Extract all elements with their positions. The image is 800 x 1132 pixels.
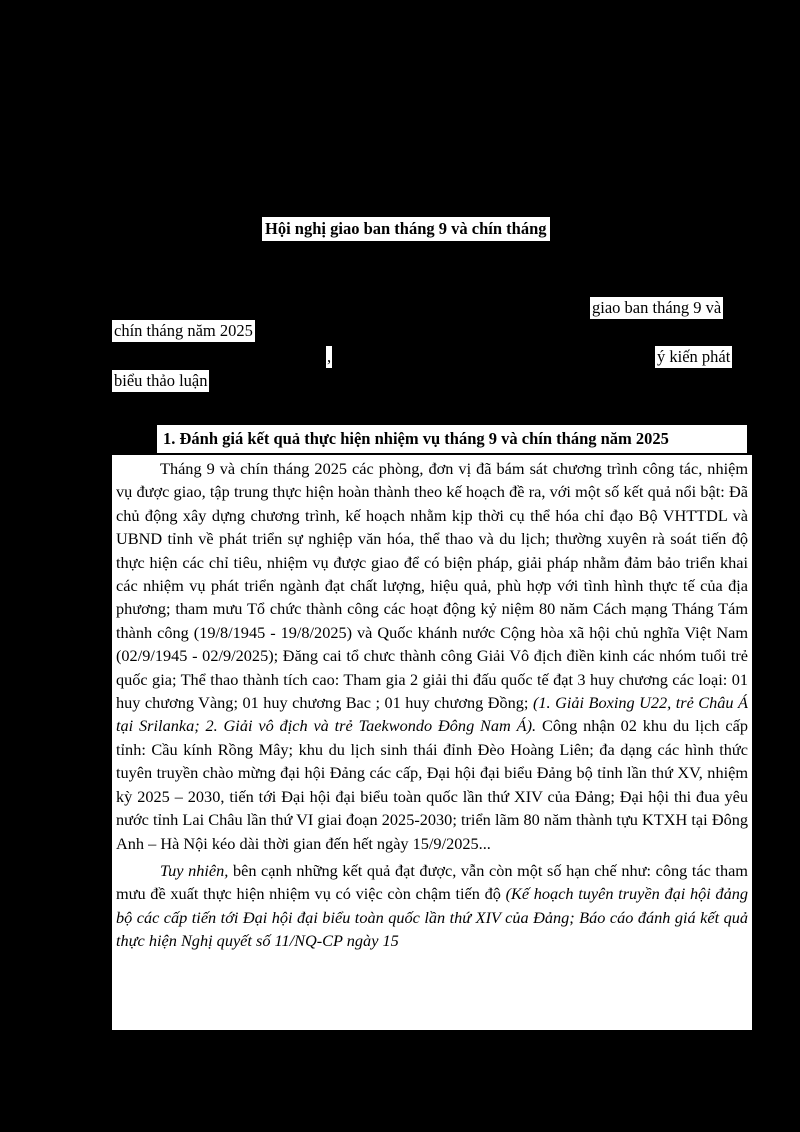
section-1-heading: 1. Đánh giá kết quả thực hiện nhiệm vụ tháng 9 và chín tháng năm 2025 [157, 425, 747, 453]
document-title: Hội nghị giao ban tháng 9 và chín tháng [262, 217, 550, 241]
intro-line1-right: giao ban tháng 9 và [592, 298, 722, 317]
section-1-body [112, 455, 752, 1030]
paragraph-1 [116, 457, 748, 855]
intro-line3-mid: , [327, 347, 332, 366]
paragraph-2 [116, 859, 748, 953]
paragraph-2-text: bên cạnh những kết quả đạt được, vẫn còn một số hạn chế như: công tác tham mưu đề xuất thực hiện nhiệm vụ có việc còn chậm tiến độ [116, 860, 748, 904]
paragraph-2-lead: Tuy nhiên, [160, 860, 229, 880]
intro-line3-right: ý kiến phát [657, 347, 731, 366]
intro-line4-left: biểu thảo luận [114, 371, 208, 390]
paragraph-2-tail: (Kế hoạch tuyên truyền đại hội đảng bộ các cấp tiến tới Đại hội đại biểu toàn quốc lần thứ XIV của Đảng; Báo cáo đánh giá kết quả thực hiện Nghị quyết số 11/NQ-CP ngày 15 [116, 884, 748, 951]
paragraph-1-text-a: Tháng 9 và chín tháng 2025 các phòng, đơn vị đã bám sát chương trình công tác, nhiệm vụ được giao, tập trung thực hiện hoàn thành theo kế hoạch đề ra, với một số kết quả nổi bật: Đã chủ động xây dựng chương trình, kế hoạch nhằm kịp thời cụ thể hóa chỉ đạo Bộ VHTTDL và UBND tỉnh về phát triển sự nghiệp văn hóa, thể thao và du lịch; thường xuyên rà soát tiến độ thực hiện các chỉ tiêu, nhiệm vụ được giao để có biện pháp, giải pháp nhằm đảm bảo triển khai các nhiệm vụ phát triển ngành đạt chất lượng, hiệu quả, phù hợp với tình hình thực tế của địa phương; tham mưu Tổ chức thành công các hoạt động kỷ niệm 80 năm Cách mạng Tháng Tám thành công (19/8/1945 - 19/8/2025) và Quốc khánh nước Cộng hòa xã hội chủ nghĩa Việt Nam (02/9/1945 - 02/9/2025); Đăng cai tổ chưc thành công Giải Vô địch điền kinh các nhóm tuổi trẻ quốc gia; Thể thao thành tích cao: Tham gia 2 giải thi đấu quốc tế đạt 3 huy chương các loại: 01 huy chương Vàng; 01 huy chương Bac ; 01 huy chương Đồng; [116, 459, 748, 713]
paragraph-1-italic: (1. Giải Boxing U22, trẻ Châu Á tại Srilanka; 2. Giải vô địch và trẻ Taekwondo Đông Nam Á). [116, 693, 749, 736]
paragraph-1-text-c: Công nhận 02 khu du lịch cấp tỉnh: Cầu kính Rồng Mây; khu du lịch sinh thái đỉnh Đèo Hoàng Liên; đa dạng các hình thức tuyên truyền chào mừng đại hội Đảng các cấp, Đại hội đại biểu Đảng bộ tỉnh lần thứ XV, nhiệm kỳ 2025 – 2030, tiến tới Đại hội đại biểu toàn quốc lần thứ XIV của Đảng; Đại hội thi đua yêu nước tỉnh Lai Châu lần thứ VI giai đoạn 2025-2030; triển lãm 80 năm thành tựu KTXH tại Đông Anh – Hà Nội kéo dài thời gian đến hết ngày 15/9/2025... [116, 716, 748, 853]
intro-line2-left: chín tháng năm 2025 [114, 321, 253, 340]
